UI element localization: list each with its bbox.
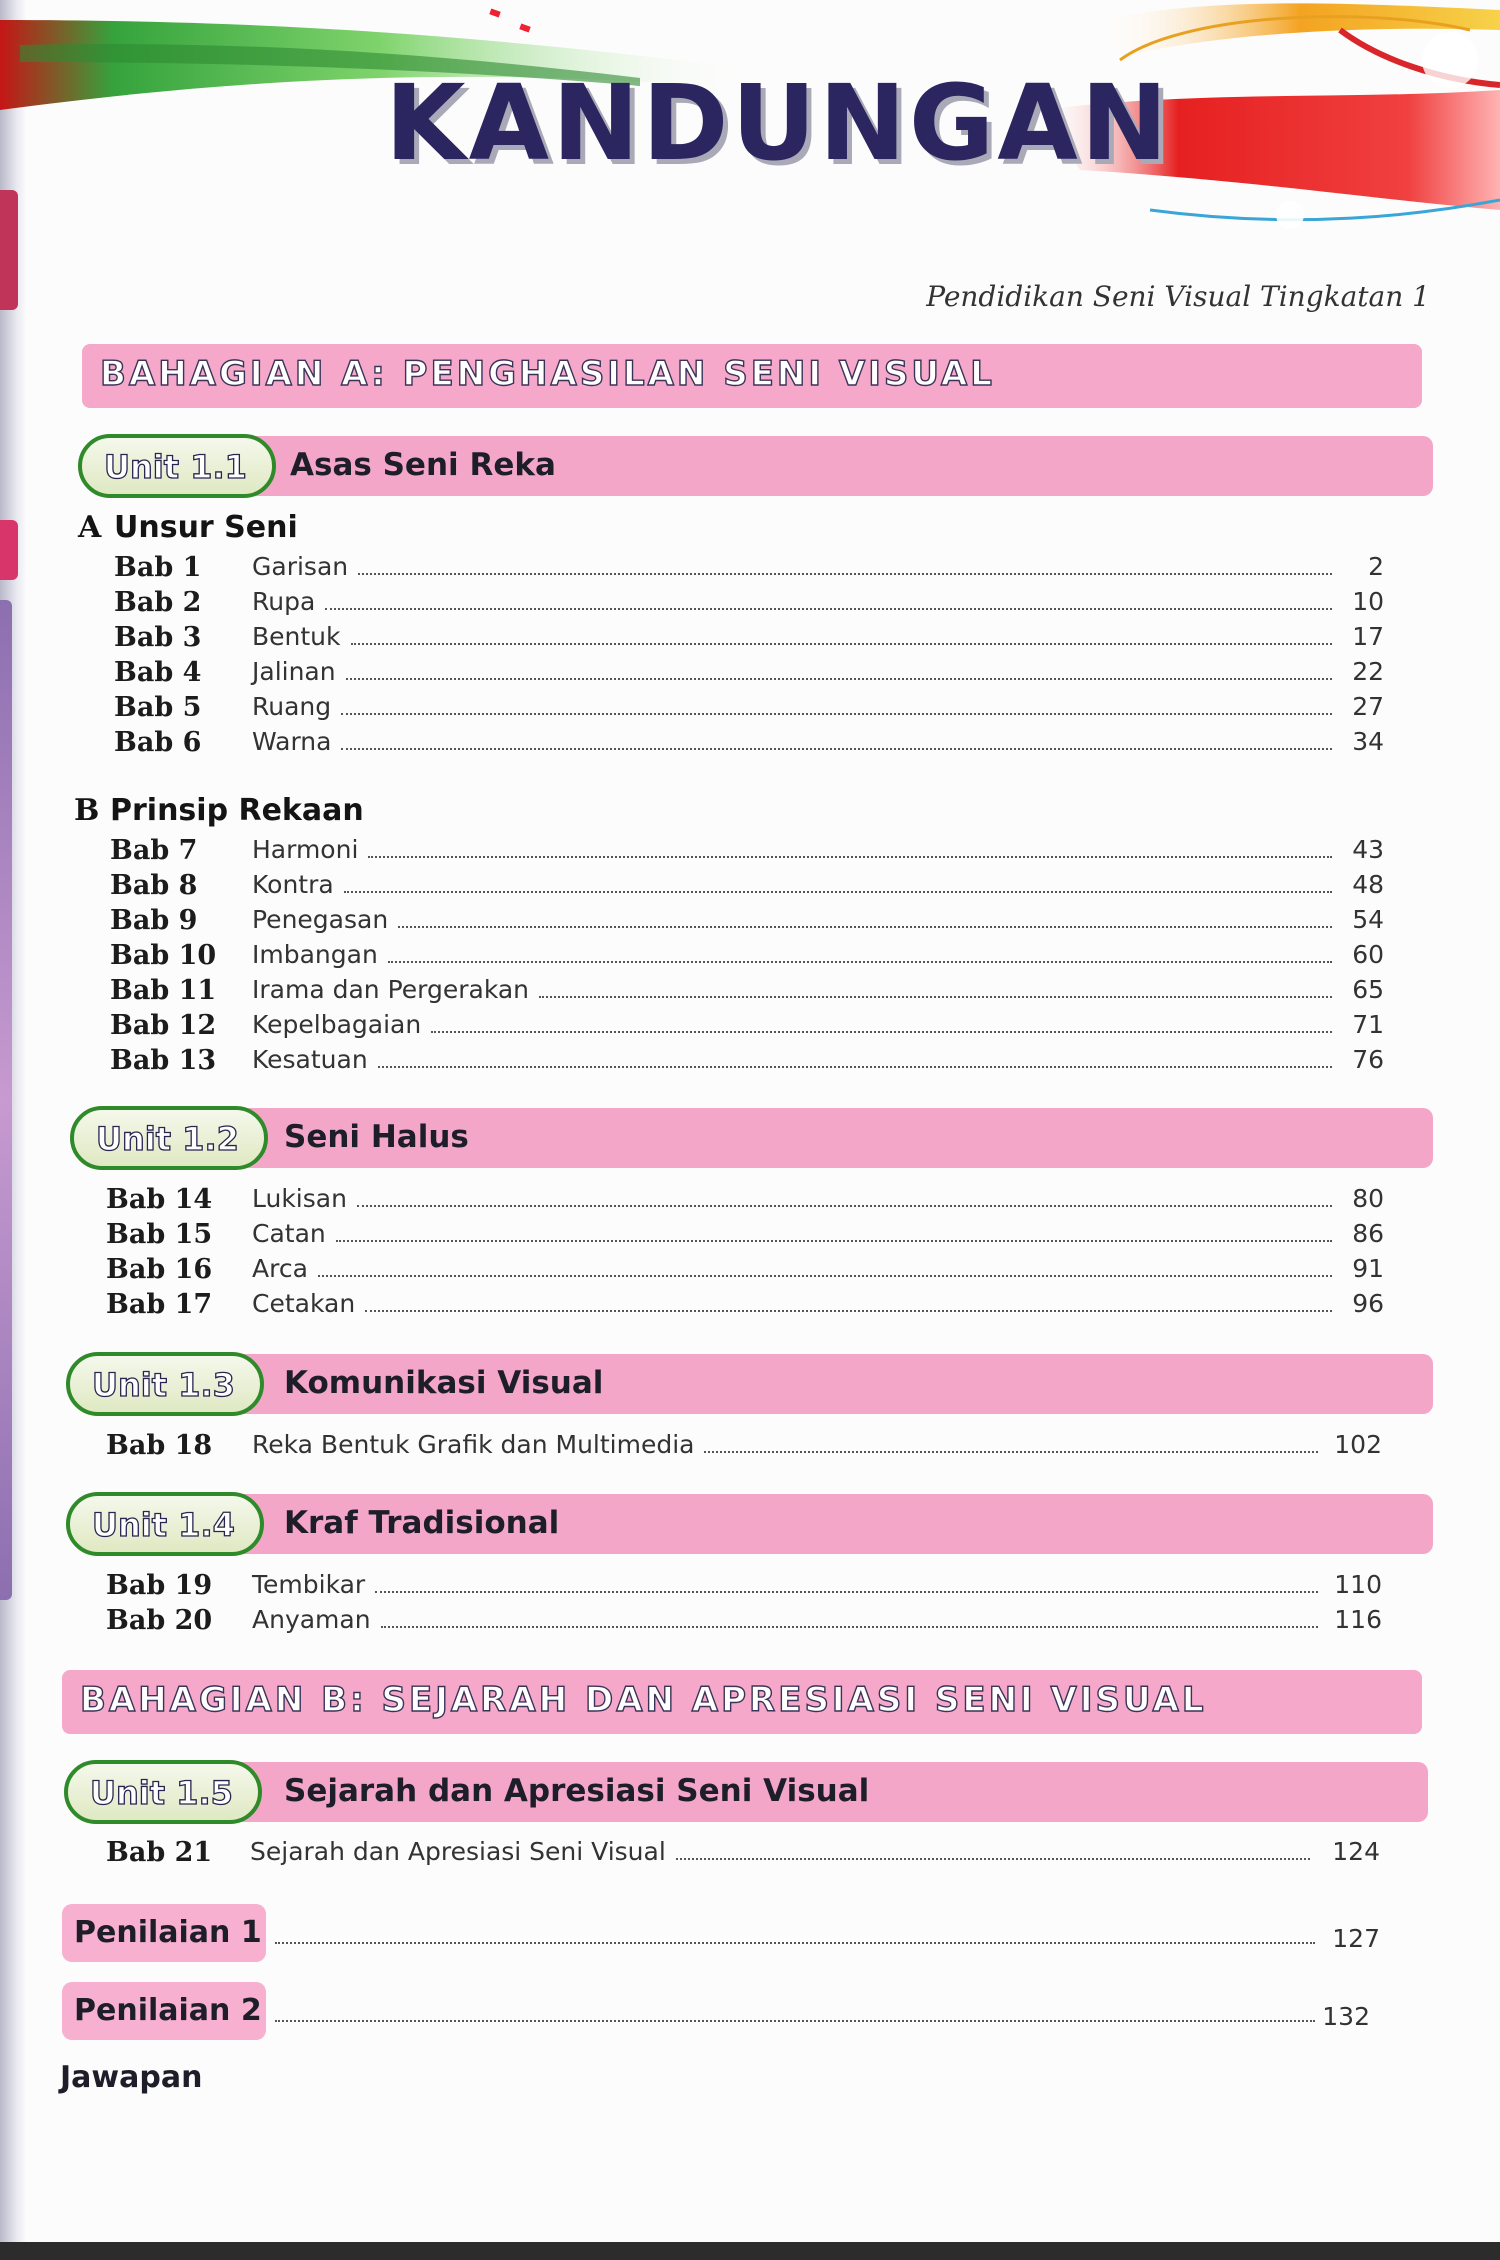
page-number: 86 <box>1352 1219 1384 1248</box>
toc-row <box>0 1837 1500 1872</box>
chapter-number: Bab 20 <box>106 1605 213 1636</box>
dot-leader <box>388 961 1332 963</box>
toc-row <box>0 1219 1500 1254</box>
page-number: 27 <box>1352 692 1384 721</box>
chapter-number: Bab 2 <box>114 587 202 618</box>
dot-leader <box>398 926 1332 928</box>
unit-1-4-pill <box>66 1492 264 1556</box>
chapter-number: Bab 19 <box>106 1570 213 1601</box>
page-number: 76 <box>1352 1045 1384 1074</box>
dot-leader <box>358 573 1332 575</box>
chapter-entry <box>252 622 1340 657</box>
chapter-number: Bab 9 <box>110 905 198 936</box>
penilaian-1-box <box>62 1904 266 1962</box>
dot-leader <box>357 1205 1332 1207</box>
chapter-number: Bab 21 <box>106 1837 213 1868</box>
dot-leader <box>346 678 1332 680</box>
toc-row <box>0 1605 1500 1640</box>
penilaian-2-box <box>62 1982 266 2040</box>
penilaian-1-leader <box>275 1942 1315 1944</box>
chapter-entry <box>252 587 1340 622</box>
chapter-entry <box>252 1010 1340 1045</box>
page-number: 2 <box>1368 552 1384 581</box>
toc-row <box>0 940 1500 975</box>
group-b-heading <box>74 793 364 828</box>
unit-1-5-title: Sejarah dan Apresiasi Seni Visual <box>284 1773 870 1809</box>
chapter-number: Bab 16 <box>106 1254 213 1285</box>
page-number: 110 <box>1334 1570 1382 1599</box>
part-b-banner <box>62 1670 1422 1734</box>
dot-leader <box>365 1310 1332 1312</box>
page-number: 96 <box>1352 1289 1384 1318</box>
chapter-number: Bab 3 <box>114 622 202 653</box>
dot-leader <box>368 856 1332 858</box>
dot-leader <box>375 1591 1318 1593</box>
part-a-label: BAHAGIAN A: PENGHASILAN SENI VISUAL <box>100 354 995 394</box>
penilaian-2-leader <box>275 2020 1315 2022</box>
unit-1-1-title: Asas Seni Reka <box>290 447 556 483</box>
page-number: 43 <box>1352 835 1384 864</box>
toc-row <box>0 975 1500 1010</box>
dot-leader <box>344 891 1332 893</box>
page-number: 48 <box>1352 870 1384 899</box>
unit-1-5-pill <box>64 1760 262 1824</box>
chapter-title: Kontra <box>252 870 334 899</box>
white-dot <box>1276 201 1304 229</box>
page-number: 116 <box>1334 1605 1382 1634</box>
toc-row <box>0 587 1500 622</box>
chapter-entry <box>252 1605 1326 1640</box>
red-dash-2 <box>519 23 530 32</box>
toc-row <box>0 1430 1500 1465</box>
unit-1-2-pill <box>70 1106 268 1170</box>
chapter-number: Bab 13 <box>110 1045 217 1076</box>
chapter-number: Bab 1 <box>114 552 202 583</box>
white-splash <box>1422 32 1478 88</box>
group-a-heading <box>78 510 298 545</box>
chapter-entry <box>252 727 1340 762</box>
chapter-title: Bentuk <box>252 622 341 651</box>
chapter-number: Bab 8 <box>110 870 198 901</box>
dot-leader <box>381 1626 1318 1628</box>
chapter-number: Bab 10 <box>110 940 217 971</box>
chapter-title: Penegasan <box>252 905 389 934</box>
unit-1-1-pill <box>78 434 276 498</box>
dot-leader <box>351 643 1332 645</box>
page-number: 91 <box>1352 1254 1384 1283</box>
page-number: 102 <box>1334 1430 1382 1459</box>
chapter-entry <box>252 905 1340 940</box>
chapter-number: Bab 12 <box>110 1010 217 1041</box>
chapter-title: Lukisan <box>252 1184 347 1213</box>
group-b-letter: B <box>74 793 100 828</box>
chapter-entry <box>252 692 1340 727</box>
group-a-label: Unsur Seni <box>114 510 298 545</box>
toc-row <box>0 552 1500 587</box>
page-number: 10 <box>1352 587 1384 616</box>
page-number: 80 <box>1352 1184 1384 1213</box>
toc-row <box>0 1289 1500 1324</box>
page-number: 22 <box>1352 657 1384 686</box>
penilaian-1-page: 127 <box>1332 1924 1380 1953</box>
unit-1-3-pill-label: Unit 1.3 <box>92 1366 235 1404</box>
book-subtitle: Pendidikan Seni Visual Tingkatan 1 <box>926 280 1430 313</box>
red-dash <box>489 8 500 17</box>
page-bottom-edge <box>0 2242 1500 2260</box>
toc-row <box>0 692 1500 727</box>
chapter-title: Tembikar <box>252 1570 366 1599</box>
chapter-entry <box>250 1837 1318 1872</box>
unit-1-2-pill-label: Unit 1.2 <box>96 1120 239 1158</box>
dot-leader <box>341 713 1332 715</box>
chapter-entry <box>252 1430 1326 1465</box>
toc-row <box>0 1254 1500 1289</box>
chapter-number: Bab 7 <box>110 835 198 866</box>
part-a-banner <box>82 344 1422 408</box>
chapter-title: Sejarah dan Apresiasi Seni Visual <box>250 1837 666 1866</box>
chapter-number: Bab 15 <box>106 1219 213 1250</box>
chapter-number: Bab 17 <box>106 1289 213 1320</box>
chapter-title: Rupa <box>252 587 316 616</box>
dot-leader <box>318 1275 1332 1277</box>
chapter-title: Cetakan <box>252 1289 356 1318</box>
chapter-entry <box>252 940 1340 975</box>
chapter-title: Catan <box>252 1219 326 1248</box>
chapter-title: Jalinan <box>252 657 336 686</box>
dot-leader <box>539 996 1332 998</box>
toc-row <box>0 870 1500 905</box>
chapter-title: Anyaman <box>252 1605 371 1634</box>
dot-leader <box>341 748 1332 750</box>
unit-1-2-title: Seni Halus <box>284 1119 469 1155</box>
chapter-title: Warna <box>252 727 332 756</box>
page-number: 124 <box>1332 1837 1380 1866</box>
unit-1-5-pill-label: Unit 1.5 <box>90 1774 233 1812</box>
chapter-title: Ruang <box>252 692 332 721</box>
chapter-title: Harmoni <box>252 835 359 864</box>
chapter-title: Garisan <box>252 552 349 581</box>
toc-row <box>0 1045 1500 1080</box>
group-b-label: Prinsip Rekaan <box>110 793 364 828</box>
page-number: 60 <box>1352 940 1384 969</box>
chapter-title: Imbangan <box>252 940 378 969</box>
toc-row <box>0 622 1500 657</box>
dot-leader <box>704 1451 1318 1453</box>
page-title: KANDUNGAN <box>385 62 1171 184</box>
part-b-label: BAHAGIAN B: SEJARAH DAN APRESIASI SENI VISUAL <box>80 1680 1207 1720</box>
chapter-number: Bab 11 <box>110 975 217 1006</box>
page-number: 71 <box>1352 1010 1384 1039</box>
dot-leader <box>325 608 1332 610</box>
unit-1-3-title: Komunikasi Visual <box>284 1365 604 1401</box>
dot-leader <box>336 1240 1332 1242</box>
chapter-entry <box>252 657 1340 692</box>
chapter-entry <box>252 1045 1340 1080</box>
dot-leader <box>431 1031 1332 1033</box>
chapter-number: Bab 6 <box>114 727 202 758</box>
chapter-title: Irama dan Pergerakan <box>252 975 530 1004</box>
toc-row <box>0 657 1500 692</box>
chapter-entry <box>252 1219 1340 1254</box>
unit-1-3-pill <box>66 1352 264 1416</box>
toc-row <box>0 1570 1500 1605</box>
penilaian-2-label: Penilaian 2 <box>74 1993 262 2028</box>
chapter-entry <box>252 835 1340 870</box>
unit-1-4-title: Kraf Tradisional <box>284 1505 560 1541</box>
page-number: 34 <box>1352 727 1384 756</box>
dot-leader <box>378 1066 1332 1068</box>
jawapan-label: Jawapan <box>60 2060 203 2095</box>
chapter-number: Bab 4 <box>114 657 202 688</box>
toc-row <box>0 1010 1500 1045</box>
chapter-entry <box>252 552 1340 587</box>
dot-leader <box>676 1858 1310 1860</box>
page-number: 17 <box>1352 622 1384 651</box>
page-number: 65 <box>1352 975 1384 1004</box>
chapter-entry <box>252 1254 1340 1289</box>
chapter-title: Reka Bentuk Grafik dan Multimedia <box>252 1430 695 1459</box>
page-number: 54 <box>1352 905 1384 934</box>
penilaian-2-page: 132 <box>1322 2002 1370 2031</box>
toc-row <box>0 1184 1500 1219</box>
chapter-entry <box>252 1289 1340 1324</box>
chapter-title: Kepelbagaian <box>252 1010 422 1039</box>
group-a-letter: A <box>78 510 102 545</box>
chapter-title: Kesatuan <box>252 1045 368 1074</box>
penilaian-1-label: Penilaian 1 <box>74 1915 262 1950</box>
unit-1-1-pill-label: Unit 1.1 <box>104 448 247 486</box>
unit-1-4-pill-label: Unit 1.4 <box>92 1506 235 1544</box>
chapter-number: Bab 18 <box>106 1430 213 1461</box>
chapter-number: Bab 14 <box>106 1184 213 1215</box>
chapter-entry <box>252 1570 1326 1605</box>
chapter-entry <box>252 975 1340 1010</box>
chapter-number: Bab 5 <box>114 692 202 723</box>
toc-row <box>0 727 1500 762</box>
chapter-title: Arca <box>252 1254 308 1283</box>
toc-row <box>0 905 1500 940</box>
chapter-entry <box>252 870 1340 905</box>
chapter-entry <box>252 1184 1340 1219</box>
toc-row <box>0 835 1500 870</box>
